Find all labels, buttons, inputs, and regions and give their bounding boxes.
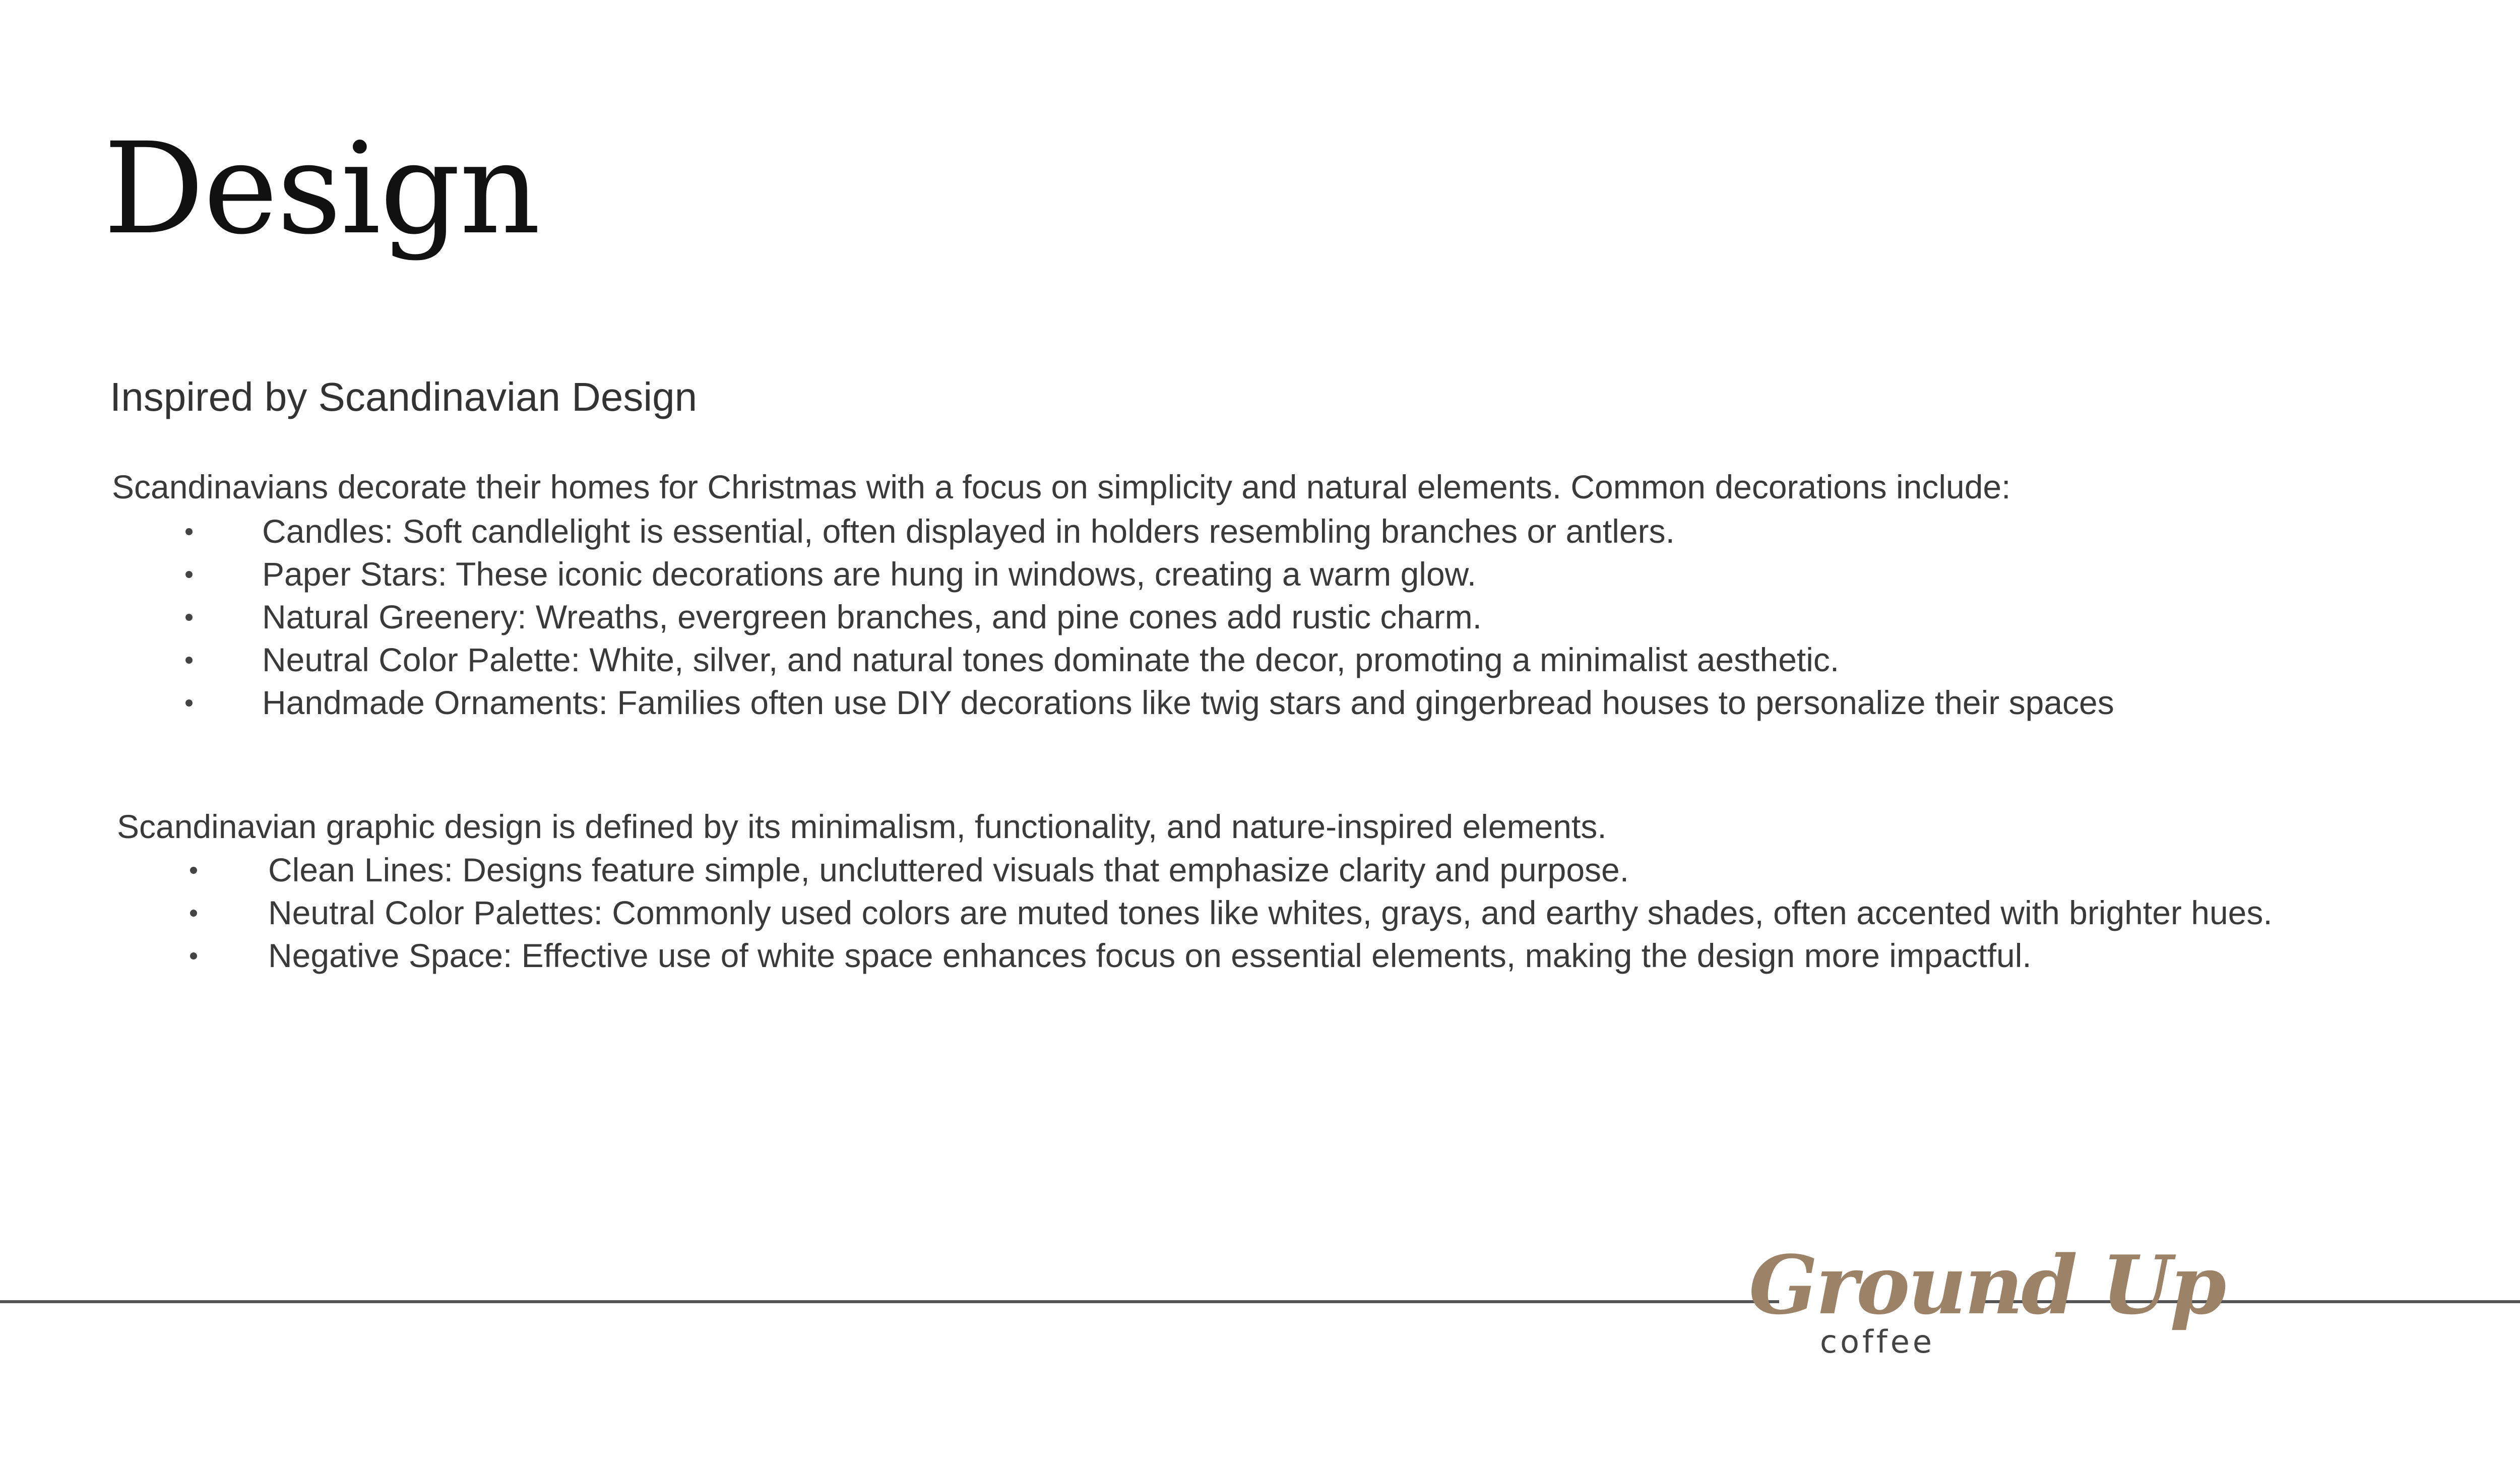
list-item [268,891,2273,934]
scandinavian-decor-intro: Scandinavians decorate their homes for Christmas with a focus on simplicity and natural elements. Common decorations include: [112,468,2011,505]
list-item [262,510,2114,553]
list-item-text: Negative Space: Effective use of white space enhances focus on essential elements, making the design more impactful. [268,937,2032,974]
graphic-design-list [268,849,2273,977]
list-item-text: Handmade Ornaments: Families often use DIY decorations like twig stars and gingerbread houses to personalize their spaces [262,684,2114,721]
list-item-text: Natural Greenery: Wreaths, evergreen branches, and pine cones add rustic charm. [262,598,1482,635]
list-item [262,553,2114,596]
list-item-text: Candles: Soft candlelight is essential, often displayed in holders resembling branches or antlers. [262,513,1675,550]
logo-wordmark: Ground Up [1749,1238,2225,1332]
graphic-design-intro: Scandinavian graphic design is defined by its minimalism, functionality, and nature-inspired elements. [117,808,1607,845]
logo-subtext: coffee [1820,1323,1935,1360]
bullet-icon [185,614,193,621]
bullet-icon [190,952,197,960]
list-item-text: Clean Lines: Designs feature simple, uncluttered visuals that emphasize clarity and purpose. [268,851,1629,888]
bullet-icon [185,571,193,578]
list-item-text: Neutral Color Palette: White, silver, and natural tones dominate the decor, promoting a minimalist aesthetic. [262,641,1840,678]
bullet-icon [185,657,193,664]
bullet-icon [190,910,197,917]
list-item-text: Neutral Color Palettes: Commonly used colors are muted tones like whites, grays, and earthy shades, often accented with brighter hues. [268,894,2273,931]
list-item [268,849,2273,891]
list-item-text: Paper Stars: These iconic decorations are hung in windows, creating a warm glow. [262,555,1477,593]
list-item [262,681,2114,724]
section-heading: Inspired by Scandinavian Design [110,374,698,419]
decor-list [262,510,2114,724]
list-item [268,934,2273,977]
list-item [262,638,2114,681]
bullet-icon [190,867,197,874]
page-title: Design [103,115,540,262]
list-item [262,596,2114,638]
brand-logo [1749,1238,2225,1376]
bullet-icon [185,699,193,707]
bullet-icon [185,528,193,535]
